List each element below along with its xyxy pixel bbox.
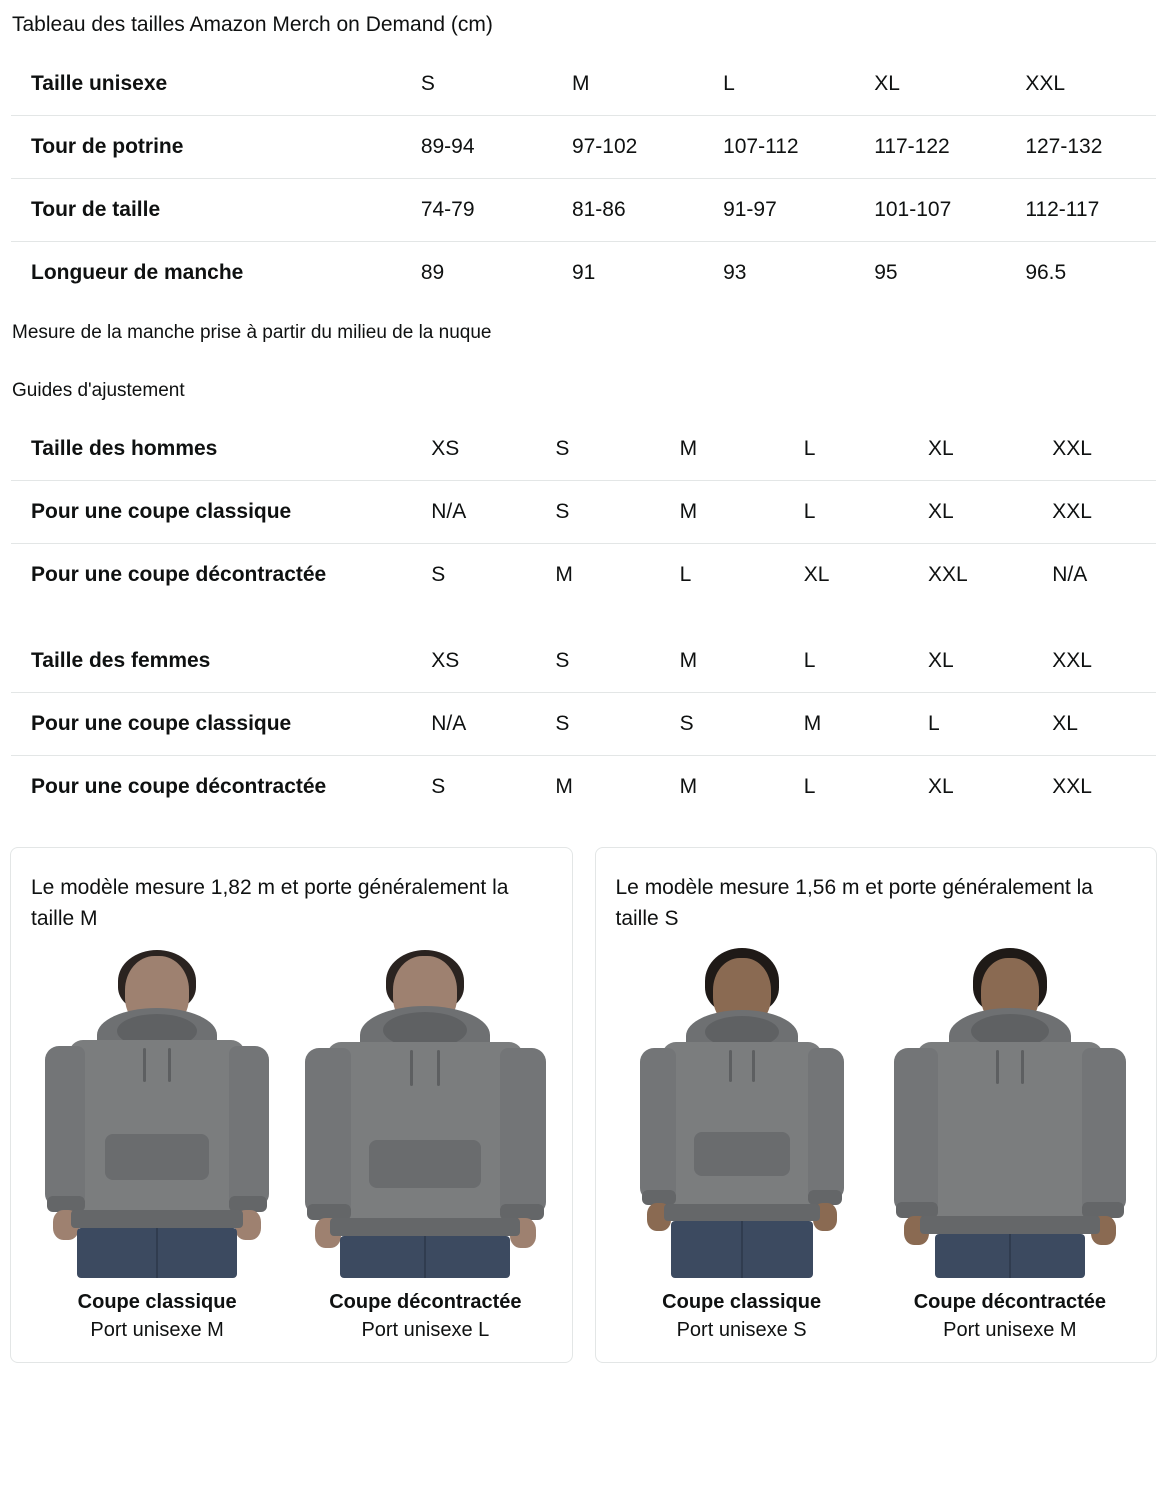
cell: 112-117 <box>1005 179 1156 242</box>
cell: M <box>555 775 573 798</box>
table-row <box>11 179 1157 242</box>
cell: XXL <box>1005 53 1156 116</box>
row-label: Pour une coupe classique <box>11 481 412 544</box>
cell: XL <box>803 563 830 586</box>
cell: N/A <box>411 693 535 756</box>
cell: 97-102 <box>552 116 703 179</box>
cell: L <box>703 53 854 116</box>
table-row <box>11 693 1157 756</box>
cell: XL <box>928 775 954 798</box>
table-row <box>11 544 1157 607</box>
cell: M <box>555 563 573 586</box>
fit-guides-label: Guides d'ajustement <box>12 380 185 401</box>
cell: L <box>679 563 692 586</box>
cell: 127-132 <box>1005 116 1156 179</box>
cell: S <box>535 481 659 544</box>
cell: XL <box>908 630 1032 693</box>
page-title: Tableau des tailles Amazon Merch on Demand (cm) <box>12 13 493 36</box>
male-relaxed-fit-figure <box>299 948 551 1344</box>
female-classic-fit-photo <box>616 948 868 1278</box>
table-row <box>11 418 1157 481</box>
cell: S <box>535 630 659 693</box>
sleeve-measure-note: Mesure de la manche prise à partir du milieu de la nuque <box>12 322 492 343</box>
table-row <box>11 53 1157 116</box>
cell: XXL <box>1032 418 1156 481</box>
cell: 74-79 <box>401 179 552 242</box>
cell: 107-112 <box>703 116 854 179</box>
table-row <box>11 242 1157 305</box>
cell: M <box>660 418 784 481</box>
female-relaxed-fit-photo <box>884 948 1136 1278</box>
table-row <box>11 756 1157 819</box>
row-label: Tour de taille <box>11 179 401 242</box>
cell: M <box>660 481 784 544</box>
cell: 93 <box>723 261 747 284</box>
unisex-size-table <box>10 52 1157 305</box>
cell: 95 <box>874 261 898 284</box>
cell: 81-86 <box>552 179 703 242</box>
male-relaxed-fit-photo <box>299 948 551 1278</box>
male-model-card <box>10 847 573 1363</box>
cell: M <box>784 693 908 756</box>
figure-fit-label: Coupe décontractée <box>913 1291 1106 1313</box>
cell: 89 <box>420 261 445 284</box>
cell: S <box>431 775 446 798</box>
female-relaxed-fit-figure <box>884 948 1136 1344</box>
row-label: Tour de potrine <box>11 116 401 179</box>
table-row <box>11 116 1157 179</box>
row-label: Longueur de manche <box>31 261 244 284</box>
figure-wearing-label: Port unisexe M <box>943 1319 1077 1341</box>
cell: S <box>401 53 552 116</box>
male-model-description: Le modèle mesure 1,82 m et porte généralement la taille M <box>31 876 509 930</box>
row-label: Taille des femmes <box>11 630 412 693</box>
figure-wearing-label: Port unisexe S <box>676 1319 807 1341</box>
cell: L <box>908 693 1032 756</box>
model-cards <box>10 847 1157 1363</box>
figure-fit-label: Coupe classique <box>77 1291 237 1313</box>
cell: N/A <box>411 481 535 544</box>
row-label: Taille unisexe <box>11 53 401 116</box>
cell: S <box>431 563 446 586</box>
cell: N/A <box>1052 563 1088 586</box>
cell: XXL <box>1052 775 1092 798</box>
figure-wearing-label: Port unisexe M <box>90 1319 224 1341</box>
cell: M <box>660 630 784 693</box>
cell: XXL <box>1032 630 1156 693</box>
cell: S <box>535 418 659 481</box>
figure-fit-label: Coupe classique <box>662 1291 822 1313</box>
row-label: Pour une coupe décontractée <box>31 775 327 798</box>
figure-wearing-label: Port unisexe L <box>361 1319 490 1341</box>
cell: XL <box>1032 693 1156 756</box>
cell: 101-107 <box>854 179 1005 242</box>
female-classic-fit-figure <box>616 948 868 1344</box>
cell: XL <box>908 481 1032 544</box>
row-label: Pour une coupe classique <box>11 693 412 756</box>
cell: L <box>784 630 908 693</box>
cell: XXL <box>928 563 968 586</box>
cell: L <box>784 481 908 544</box>
cell: S <box>535 693 659 756</box>
table-row <box>11 630 1157 693</box>
cell: XL <box>908 418 1032 481</box>
row-label: Pour une coupe décontractée <box>31 563 327 586</box>
cell: XS <box>411 630 535 693</box>
male-classic-fit-photo <box>31 948 283 1278</box>
table-row <box>11 481 1157 544</box>
womens-fit-table <box>10 629 1157 819</box>
cell: M <box>679 775 698 798</box>
cell: XS <box>411 418 535 481</box>
cell: 89-94 <box>401 116 552 179</box>
mens-fit-table <box>10 417 1157 607</box>
row-label: Taille des hommes <box>11 418 412 481</box>
cell: XXL <box>1032 481 1156 544</box>
cell: 91-97 <box>703 179 854 242</box>
figure-fit-label: Coupe décontractée <box>329 1291 522 1313</box>
cell: 96.5 <box>1025 261 1067 284</box>
female-model-description: Le modèle mesure 1,56 m et porte généralement la taille S <box>615 876 1093 930</box>
cell: S <box>660 693 784 756</box>
cell: M <box>552 53 703 116</box>
female-model-card <box>595 847 1158 1363</box>
cell: L <box>803 775 816 798</box>
cell: L <box>784 418 908 481</box>
cell: 117-122 <box>854 116 1005 179</box>
male-classic-fit-figure <box>31 948 283 1344</box>
cell: XL <box>854 53 1005 116</box>
cell: 91 <box>571 261 596 284</box>
